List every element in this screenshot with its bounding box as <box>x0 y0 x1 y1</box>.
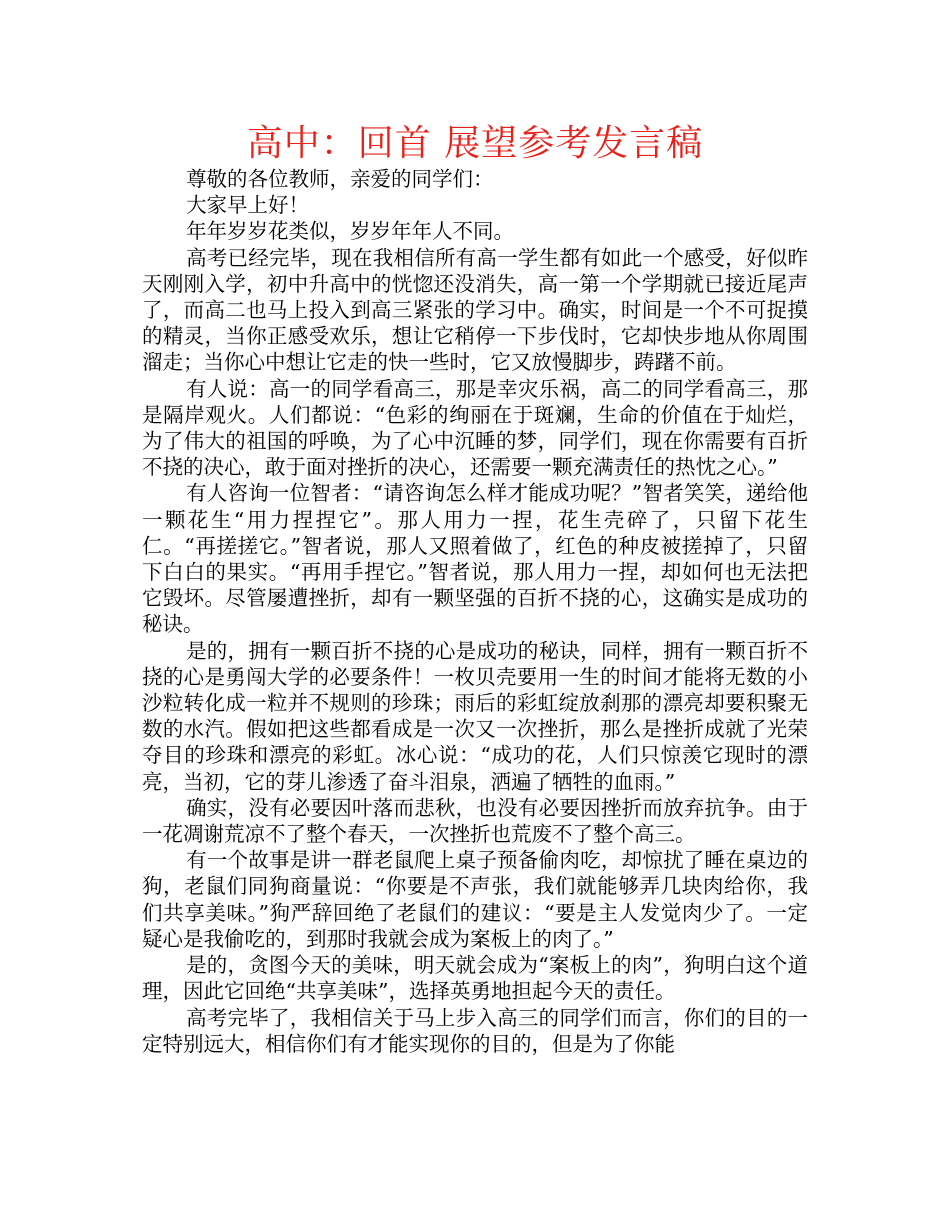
paragraph-opening-line: 年年岁岁花类似，岁岁年年人不同。 <box>186 219 515 244</box>
paragraph-greeting: 大家早上好！ <box>186 193 310 218</box>
paragraph: 有一个故事是讲一群老鼠爬上桌子预备偷肉吃，却惊扰了睡在桌边的狗，老鼠们同狗商量说：“你要是不声张，我们就能够弄几块肉给你，我们共享美味。”狗严辞回绝了老鼠们的建议：“要是主人发觉肉少了。一定疑心是我偷吃的，到那时我就会成为案板上的肉了。” <box>142 848 808 951</box>
paragraph: 高考完毕了，我相信关于马上步入高三的同学们而言，你们的目的一定特别远大，相信你们有才能实现你的目的，但是为了你能 <box>142 1005 808 1056</box>
paragraph: 确实，没有必要因叶落而悲秋，也没有必要因挫折而放弃抗争。由于一花凋谢荒凉不了整个春天，一次挫折也荒废不了整个高三。 <box>142 795 808 847</box>
paragraph: 有人咨询一位智者：“请咨询怎么样才能成功呢？”智者笑笑，递给他一颗花生“用力捏捏它”。那人用力一捏，花生壳碎了，只留下花生仁。“再搓搓它。”智者说，那人又照着做了，红色的种皮被搓掉了，只留下白白的果实。“再用手捏它。”智者说，那人用力一捏，却如何也无法把它毁坏。尽管屡遭挫折，却有一颗坚强的百折不挠的心，这确实是成功的秘诀。 <box>142 481 808 637</box>
paragraph: 是的，贪图今天的美味，明天就会成为“案板上的肉”，狗明白这个道理，因此它回绝“共享美味”，选择英勇地担起今天的责任。 <box>142 953 808 1004</box>
document-body <box>142 166 808 1057</box>
paragraph: 有人说：高一的同学看高三，那是幸灾乐祸，高二的同学看高三，那是隔岸观火。人们都说：“色彩的绚丽在于斑斓，生命的价值在于灿烂，为了伟大的祖国的呼唤，为了心中沉睡的梦，同学们，现在你需要有百折不挠的决心，敢于面对挫折的决心，还需要一颗充满责任的热忱之心。” <box>142 376 808 480</box>
paragraph-salutation: 尊敬的各位教师，亲爱的同学们： <box>186 167 494 191</box>
paragraph: 高考已经完毕，现在我相信所有高一学生都有如此一个感受，好似昨天刚刚入学，初中升高中的恍惚还没消失，高一第一个学期就已接近尾声了，而高二也马上投入到高三紧张的学习中。确实，时间是一个不可捉摸的精灵，当你正感受欢乐，想让它稍停一下步伐时，它却快步地从你周围溜走；当你心中想让它走的快一些时，它又放慢脚步，踌躇不前。 <box>142 245 808 375</box>
document-title: 高中：回首 展望参考发言稿 <box>246 123 704 164</box>
paragraph: 是的，拥有一颗百折不挠的心是成功的秘诀，同样，拥有一颗百折不挠的心是勇闯大学的必要条件！一枚贝壳要用一生的时间才能将无数的小沙粒转化成一粒并不规则的珍珠；雨后的彩虹绽放刹那的漂亮却要积聚无数的水汽。假如把这些都看成是一次又一次挫折，那么是挫折成就了光荣夺目的珍珠和漂亮的彩虹。冰心说：“成功的花，人们只惊羡它现时的漂亮，当初，它的芽儿渗透了奋斗泪泉，洒遍了牺牲的血雨。” <box>142 638 808 794</box>
